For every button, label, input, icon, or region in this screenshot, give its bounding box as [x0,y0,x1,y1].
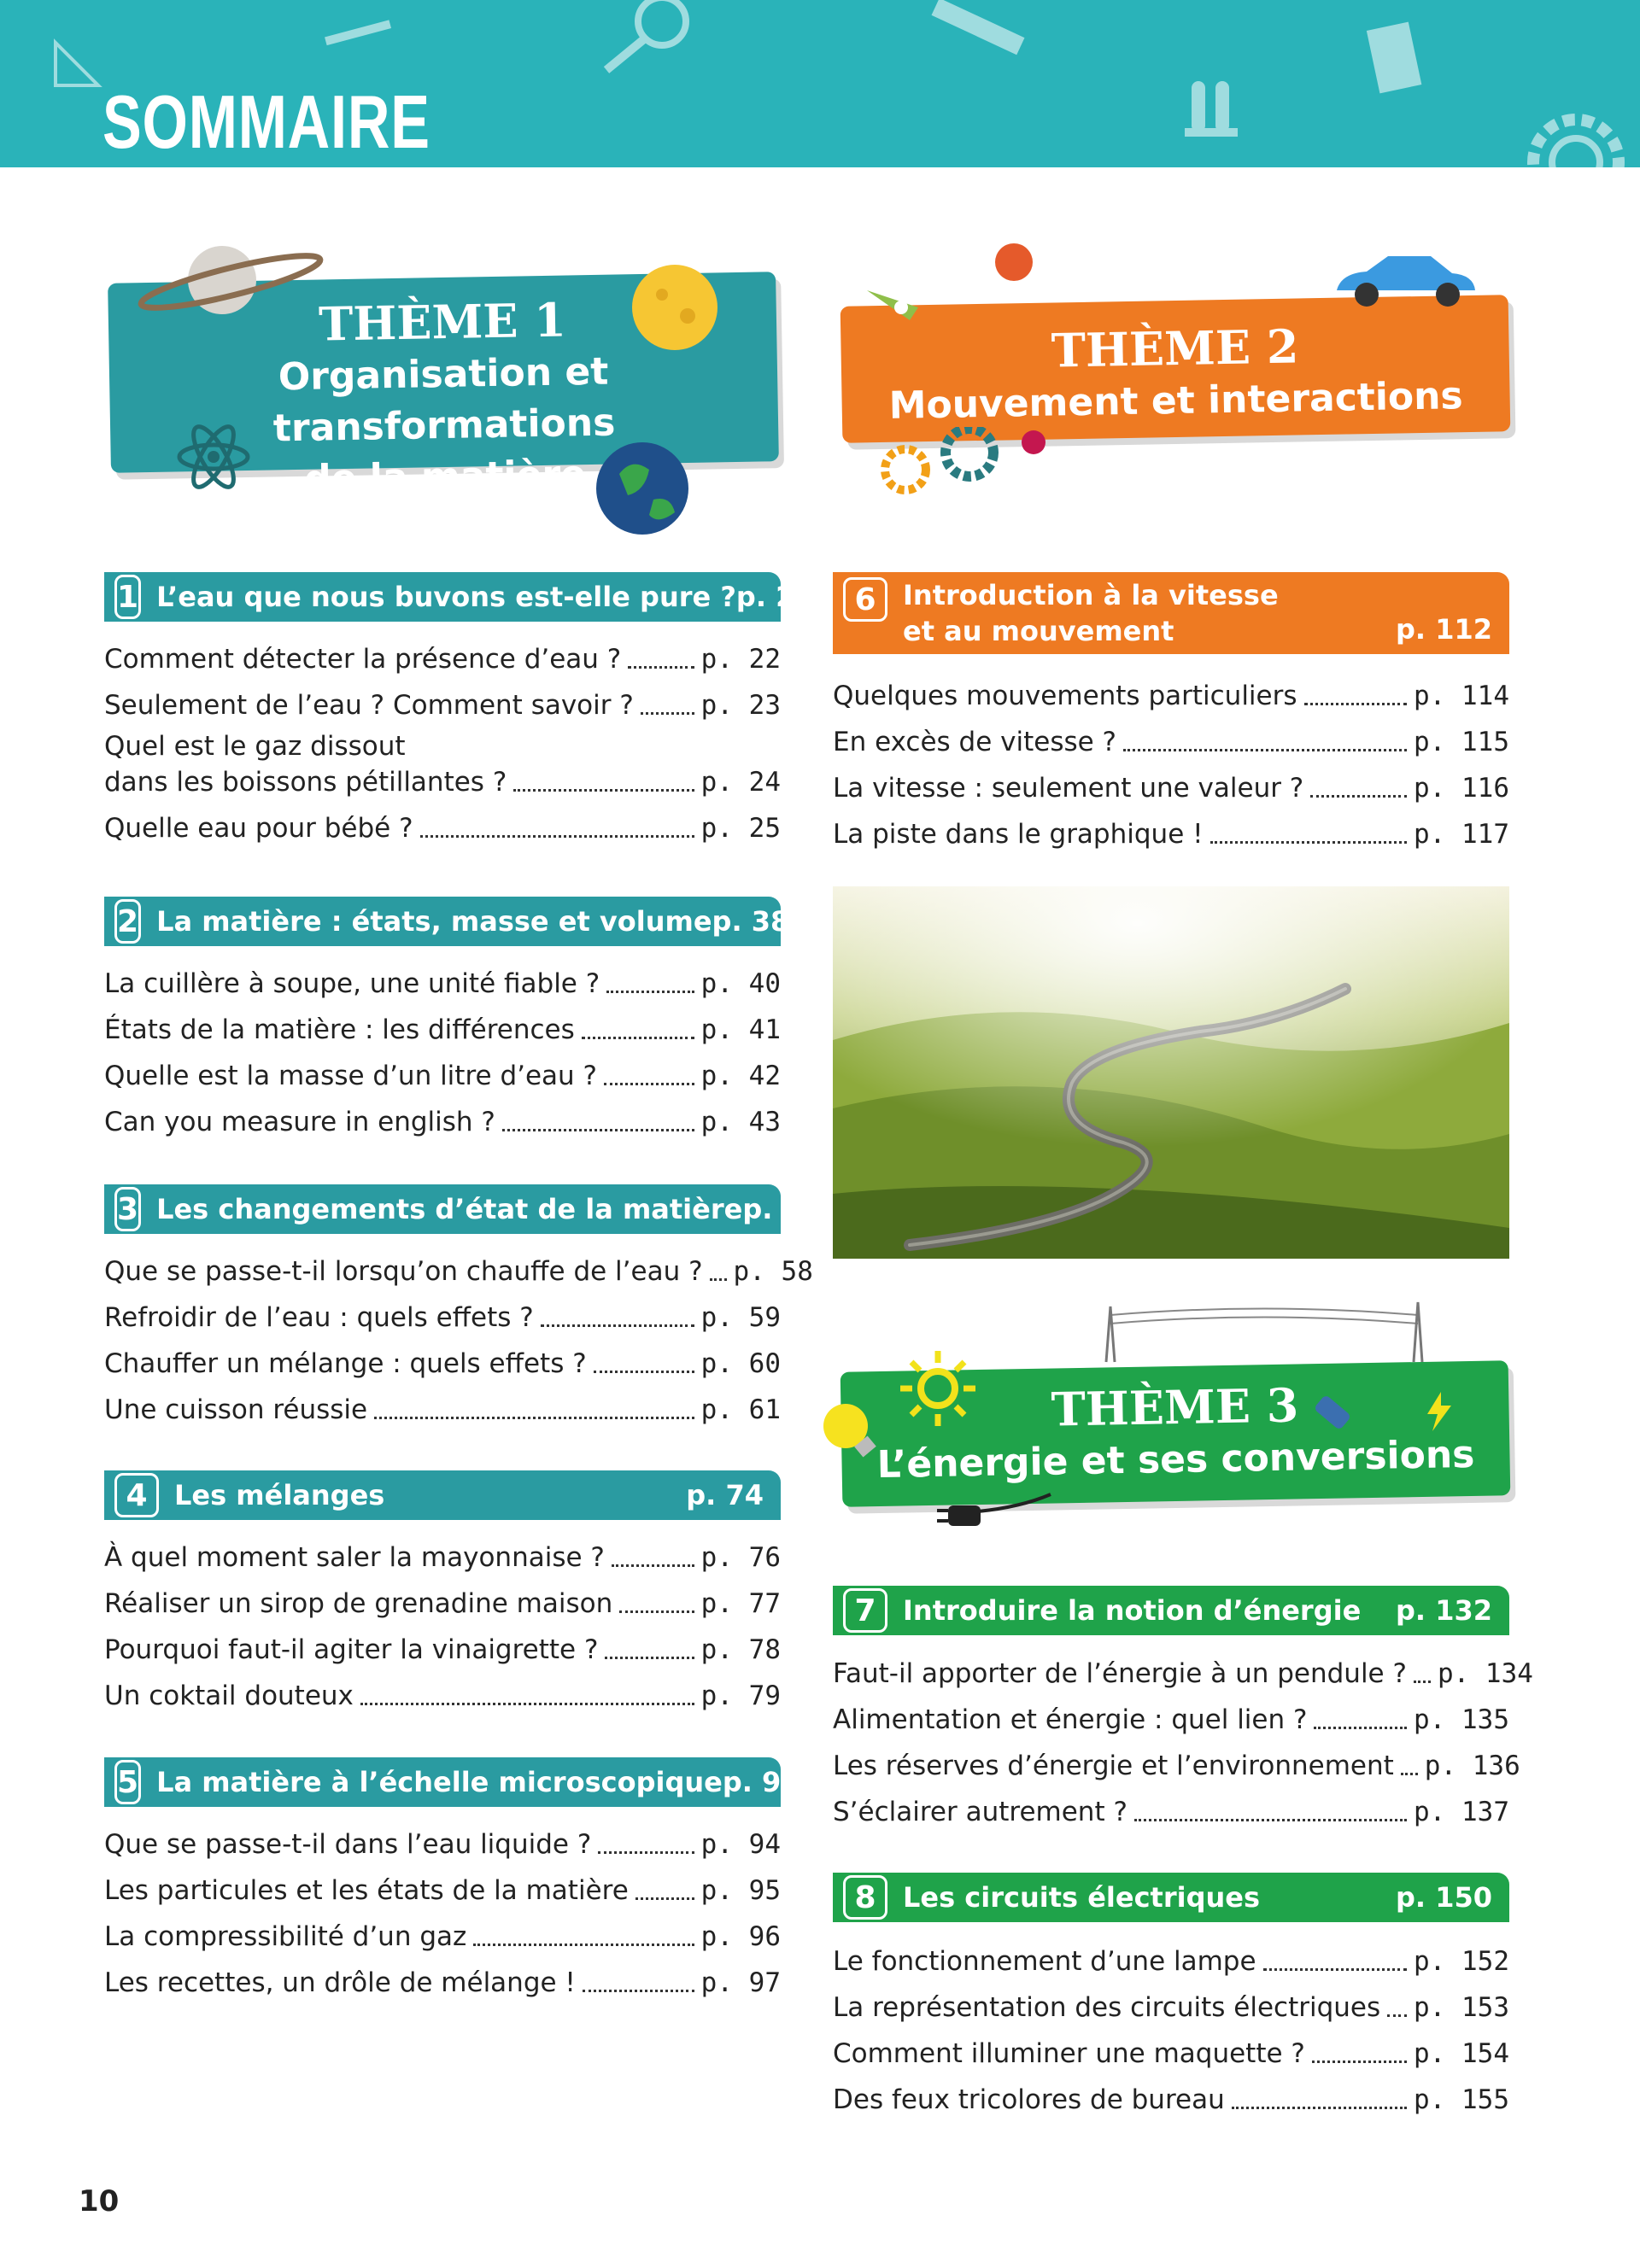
page-header [0,0,1640,167]
theme-2-banner [840,295,1511,443]
sun-icon [897,1347,979,1429]
toc-entry[interactable]: Alimentation et énergie : quel lien ? p. 135 [833,1704,1509,1735]
chapter-4-entries [104,1534,781,1719]
chapter-number: 7 [843,1588,887,1633]
toc-entry[interactable]: S’éclairer autrement ? p. 137 [833,1797,1509,1827]
theme-1-number: THÈME 1 [318,292,567,352]
pencil-icon [320,15,397,50]
gears-icon [880,427,1051,495]
toc-entry[interactable]: La vitesse : seulement une valeur ? p. 116 [833,773,1509,804]
toc-entry[interactable]: Faut-il apporter de l’énergie à un pendule ? p. 134 [833,1658,1533,1689]
chapter-page: p. 56 [742,1193,821,1225]
toc-entry[interactable]: La représentation des circuits électriques p. 153 [833,1992,1509,2023]
theme-1-name-line2: de la matière [303,453,587,501]
test-tubes-icon [1183,77,1243,145]
chapter-number: 8 [843,1875,887,1920]
toc-entry[interactable]: Seulement de l’eau ? Comment savoir ? p. 23 [104,690,781,721]
toc-entry[interactable]: Refroidir de l’eau : quels effets ? p. 59 [104,1302,781,1333]
chapter-page: p. 112 [1396,613,1492,646]
chapter-page: p. 20 [735,581,814,613]
moon-icon [628,260,722,354]
toc-entry[interactable]: Comment détecter la présence d’eau ? p. 22 [104,644,781,675]
chapter-title: La matière : états, masse et volume [156,905,712,938]
toc-entry[interactable]: Comment illuminer une maquette ? p. 154 [833,2038,1509,2069]
saturn-icon [137,237,333,323]
chapter-2-entries [104,961,781,1145]
lightning-icon [1422,1390,1456,1433]
toc-entry[interactable]: Les réserves d’énergie et l’environnement p. 136 [833,1751,1520,1781]
toc-entry[interactable]: Chauffer un mélange : quels effets ? p. 60 [104,1348,781,1379]
chapter-number: 5 [114,1760,141,1804]
theme-3-number: THÈME 3 [1051,1377,1299,1437]
toc-entry[interactable]: La compressibilité d’un gaz p. 96 [104,1921,781,1952]
chapter-page: p. 92 [722,1766,800,1798]
toc-entry[interactable]: Que se passe-t-il dans l’eau liquide ? p. 94 [104,1829,781,1860]
chapter-title: La matière à l’échelle microscopique [156,1766,723,1798]
toc-entry[interactable]: Quelle est la masse d’un litre d’eau ? p. 42 [104,1061,781,1091]
chapter-title: Les changements d’état de la matière [156,1193,743,1225]
ruler-icon [922,0,1034,68]
toc-entry[interactable]: Quelle eau pour bébé ? p. 25 [104,813,781,844]
chapter-page: p. 38 [712,905,790,938]
toc-entry[interactable]: États de la matière : les différences p. 41 [104,1014,781,1045]
chapter-3-entries [104,1248,813,1433]
chapter-title: Les circuits électriques [903,1881,1261,1914]
chapter-number: 1 [114,575,141,619]
atom-icon [175,418,252,495]
chapter-8-entries [833,1938,1509,2123]
gear-icon [1516,102,1636,167]
chapter-number: 6 [843,577,887,622]
chapter-8-header[interactable] [833,1873,1509,1922]
theme-2-number: THÈME 2 [1051,319,1299,378]
chapter-1-header[interactable] [104,572,814,622]
chapter-page: p. 150 [1396,1881,1492,1914]
page-title: SOMMAIRE [102,79,430,164]
chapter-title: Les mélanges [174,1479,385,1511]
chapter-title: Introduction à la vitesse et au mouvement [903,579,1279,647]
chapter-5-header[interactable] [104,1757,800,1807]
theme-3-name: L’énergie et ses conversions [876,1432,1475,1488]
toc-entry[interactable]: Une cuisson réussie p. 61 [104,1394,781,1425]
toc-entry[interactable]: Un coktail douteux p. 79 [104,1681,781,1711]
toc-entry[interactable]: Que se passe-t-il lorsqu’on chauffe de l’eau ? p. 58 [104,1256,813,1287]
planet-icon [993,242,1034,283]
theme-1-name: Organisation et transformations [272,349,616,451]
battery-icon [1307,1388,1358,1439]
toc-entry[interactable]: La cuillère à soupe, une unité fiable ? p. 40 [104,968,781,999]
toc-entry[interactable]: Les particules et les états de la matière p. 95 [104,1875,781,1906]
toc-entry[interactable]: En excès de vitesse ? p. 115 [833,727,1509,757]
rocket-icon [858,278,935,329]
toc-entry[interactable]: Des feux tricolores de bureau p. 155 [833,2084,1509,2115]
toc-entry[interactable]: Les recettes, un drôle de mélange ! p. 97 [104,1967,781,1998]
chapter-2-header[interactable] [104,897,790,946]
earth-icon [594,440,692,538]
plug-icon [935,1490,1055,1550]
chapter-page: p. 132 [1396,1594,1492,1627]
chapter-6-entries [833,673,1509,857]
chapter-number: 4 [114,1473,159,1517]
chapter-7-header[interactable] [833,1586,1509,1635]
power-lines-icon [1093,1298,1435,1366]
chapter-number: 3 [114,1187,141,1231]
toc-entry[interactable]: Le fonctionnement d’une lampe p. 152 [833,1946,1509,1977]
winding-road-photo [833,886,1509,1259]
toc-entry[interactable]: Réaliser un sirop de grenadine maison p. 77 [104,1588,781,1619]
chapter-3-header[interactable] [104,1184,821,1234]
pencil-cup-icon [1362,0,1431,94]
chapter-5-entries [104,1821,781,2006]
magnifier-icon [598,0,700,77]
chapter-7-entries [833,1651,1533,1835]
light-bulb-icon [818,1399,887,1467]
toc-entry[interactable]: Quelques mouvements particuliers p. 114 [833,681,1509,711]
chapter-number: 2 [114,899,141,944]
toc-entry[interactable]: Quel est le gaz dissout dans les boissons pétillantes ? p. 24 [104,731,781,798]
toc-entry[interactable]: Can you measure in english ? p. 43 [104,1107,781,1137]
chapter-title: Introduire la notion d’énergie [903,1594,1362,1627]
toc-entry[interactable]: Pourquoi faut-il agiter la vinaigrette ? p. 78 [104,1634,781,1665]
chapter-6-header[interactable] [833,572,1509,654]
chapter-page: p. 74 [686,1479,764,1511]
page-number: 10 [79,2184,120,2218]
toc-entry[interactable]: La piste dans le graphique ! p. 117 [833,819,1509,850]
toc-entry[interactable]: À quel moment saler la mayonnaise ? p. 76 [104,1542,781,1573]
chapter-1-entries [104,636,781,851]
theme-2-name: Mouvement et interactions [888,374,1464,428]
chapter-4-header[interactable] [104,1470,781,1520]
chapter-title: L’eau que nous buvons est-elle pure ? [156,581,736,613]
car-icon [1328,248,1482,312]
